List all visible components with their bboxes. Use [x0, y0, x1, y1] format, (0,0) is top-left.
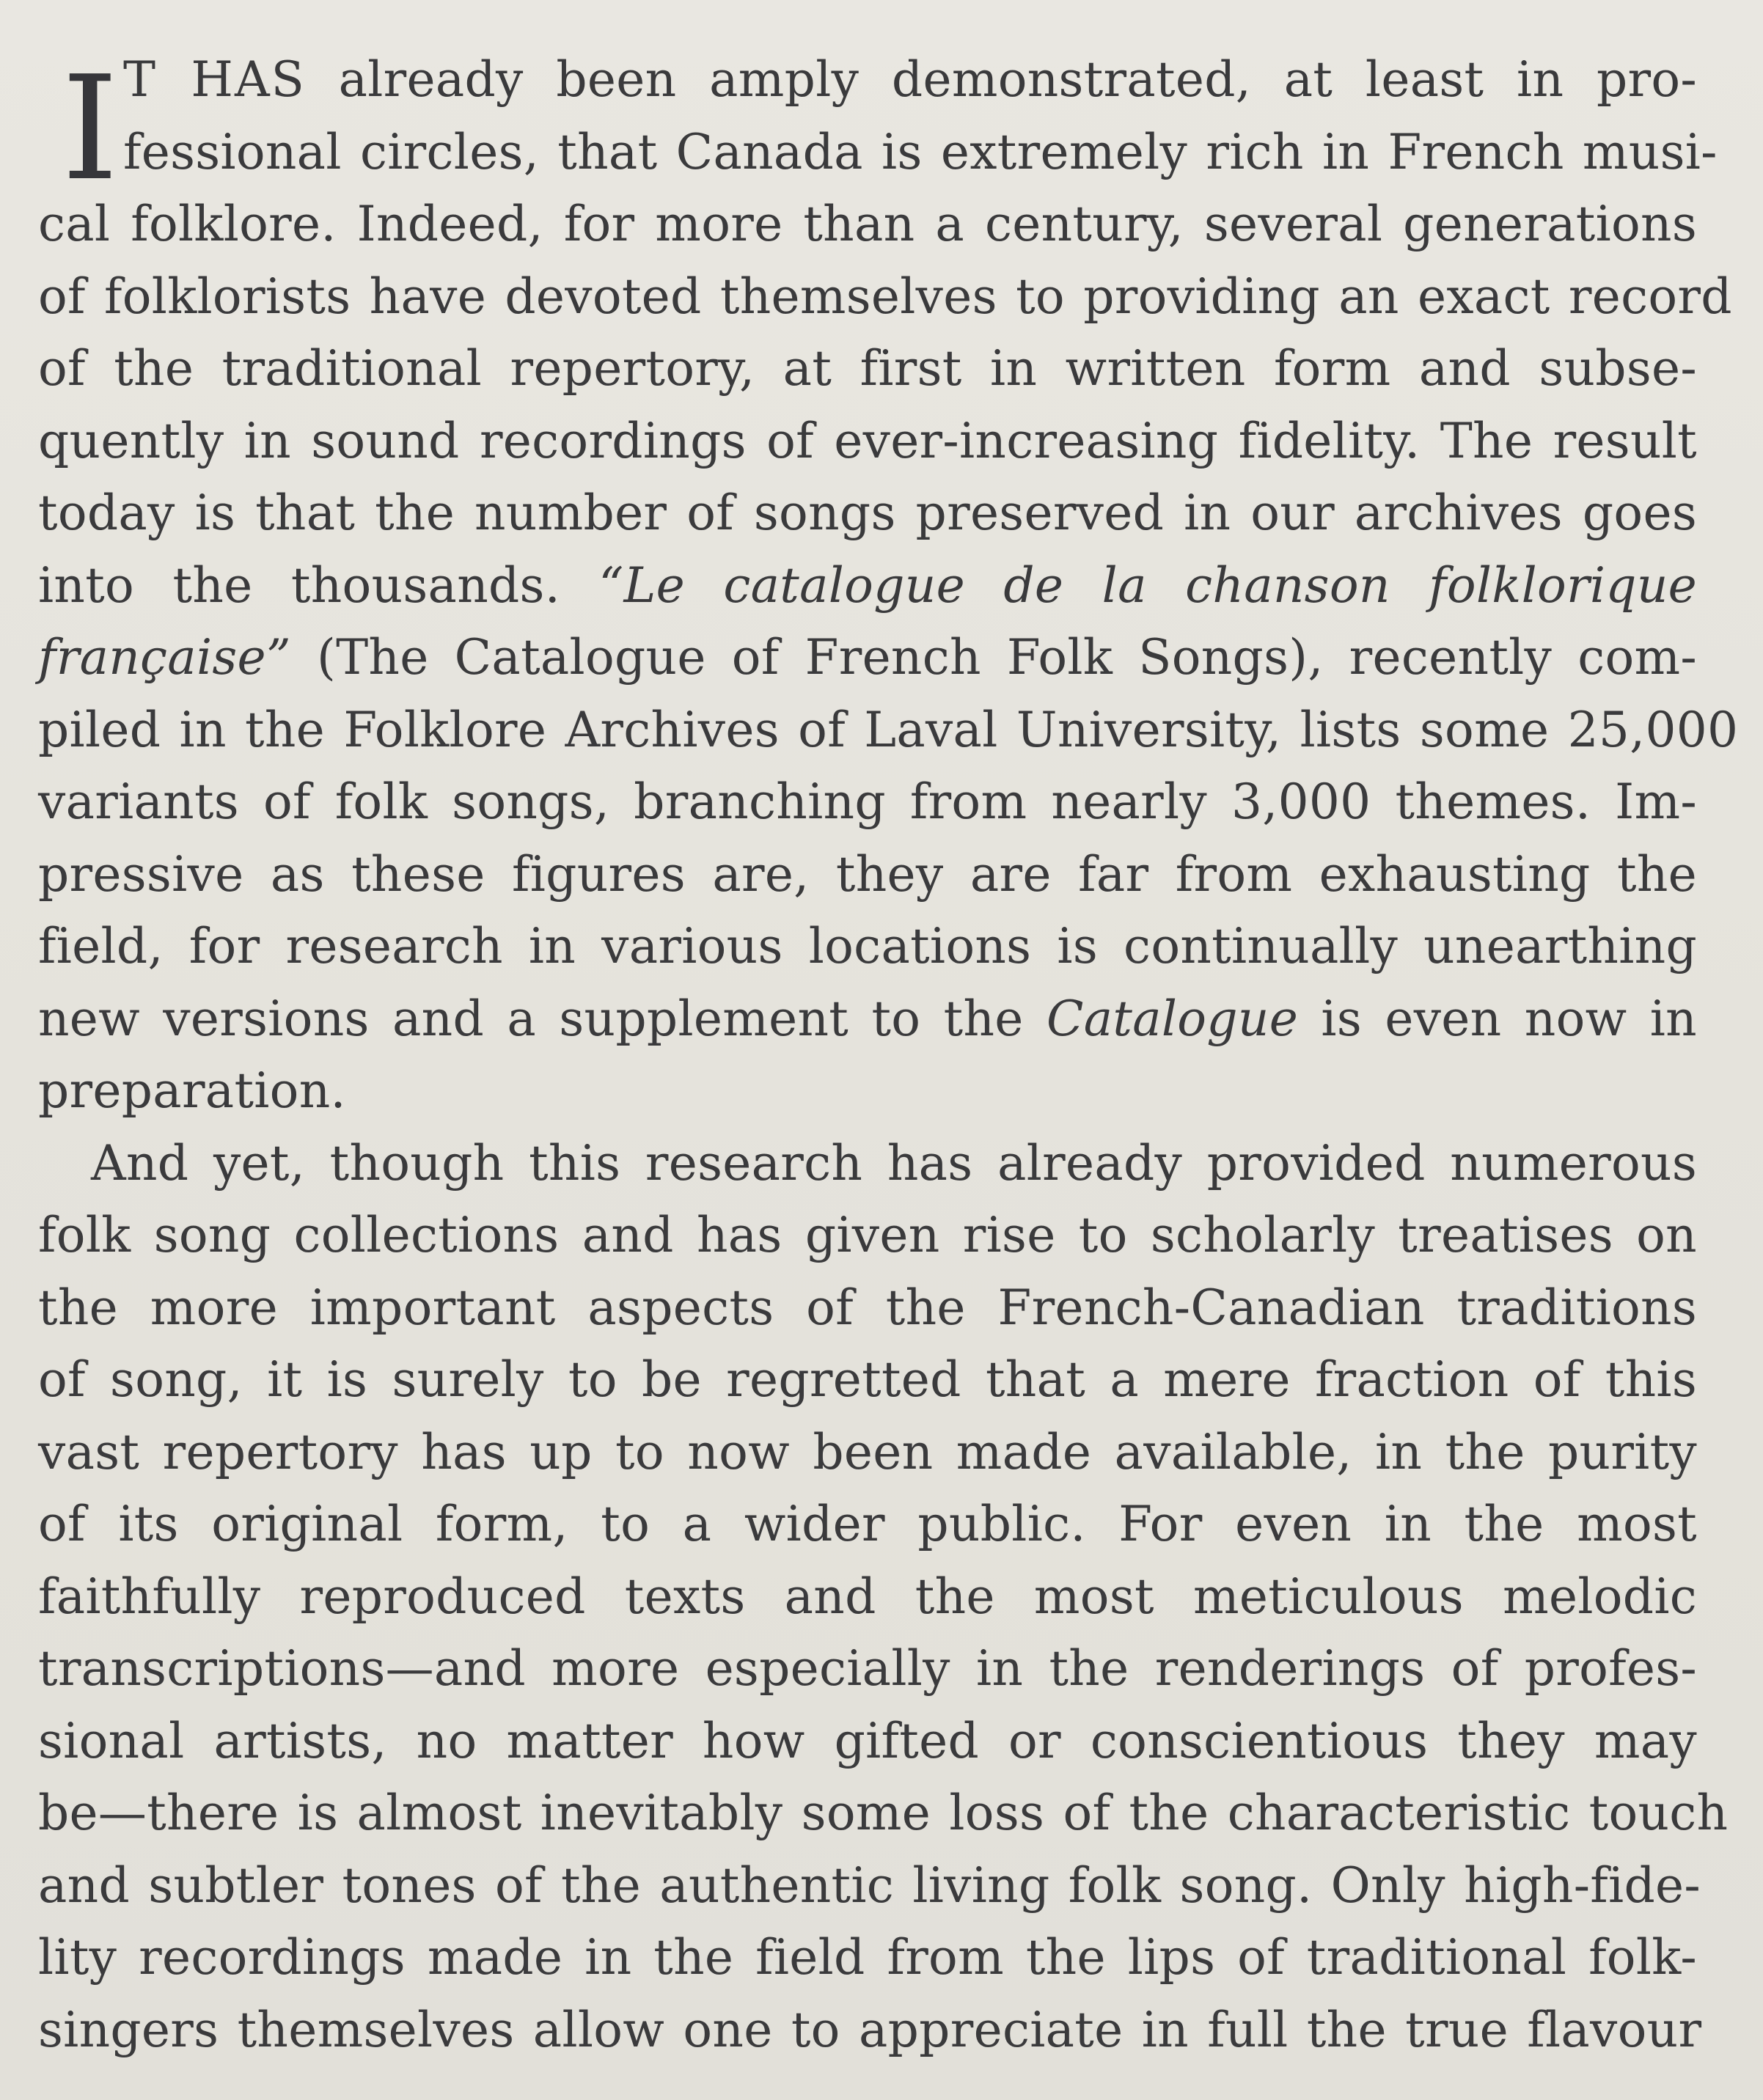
- text-line: [38, 1344, 1697, 1417]
- text-segment: And yet, though this research has already provided numerous: [91, 1134, 1697, 1192]
- text-segment: variants of folk songs, branching from nearly 3,000 themes. Im-: [38, 774, 1697, 830]
- paragraph: [38, 1128, 1729, 2067]
- text-line: [38, 1272, 1697, 1345]
- drop-cap: I: [62, 45, 119, 213]
- text-line: [38, 1488, 1697, 1561]
- italic-text: française”: [38, 629, 291, 686]
- text-segment: of song, it is surely to be regretted that a mere fraction of this: [38, 1351, 1697, 1408]
- text-line: [38, 622, 1697, 694]
- text-line: [38, 1777, 1729, 1850]
- text-line: [38, 333, 1697, 405]
- text-segment: singers themselves allow one to appreciate in full the true flavour: [38, 2001, 1702, 2058]
- text-segment: quently in sound recordings of ever-increasing fidelity. The result: [38, 412, 1697, 469]
- text-segment: sional artists, no matter how gifted or conscientious they may: [38, 1712, 1697, 1769]
- text-segment: already been amply demonstrated, at least in pro-: [305, 51, 1698, 108]
- text-segment: of the traditional repertory, at first in written form and subse-: [38, 340, 1697, 397]
- text-segment: T HAS: [123, 51, 306, 108]
- text-line: [38, 1417, 1697, 1489]
- text-line: [38, 1200, 1697, 1272]
- text-segment: preparation.: [38, 1062, 346, 1119]
- text-segment: faithfully reproduced texts and the most meticulous melodic: [38, 1568, 1697, 1625]
- text-segment: new versions and a supplement to the: [38, 990, 1047, 1047]
- text-line: [38, 911, 1697, 983]
- text-line: [38, 1850, 1701, 1923]
- text-line: [38, 1633, 1697, 1706]
- text-line: [38, 1055, 1697, 1128]
- text-line: [38, 1706, 1697, 1778]
- text-line: [38, 1561, 1697, 1634]
- text-segment: vast repertory has up to now been made available, in the purity: [38, 1423, 1697, 1480]
- text-line: [38, 550, 1697, 623]
- text-segment: (The Catalogue of French Folk Songs), recently com-: [290, 629, 1697, 686]
- text-segment: cal folklore. Indeed, for more than a century, several generations: [38, 196, 1697, 252]
- text-segment: today is that the number of songs preserved in our archives goes: [38, 485, 1697, 541]
- italic-text: Catalogue: [1046, 990, 1299, 1047]
- text-segment: field, for research in various locations is continually unearthing: [38, 918, 1697, 974]
- text-line: [38, 1922, 1697, 1994]
- text-line: [38, 188, 1697, 261]
- text-segment: the more important aspects of the French-Canadian traditions: [38, 1279, 1697, 1336]
- text-segment: is even now in: [1298, 990, 1697, 1047]
- text-line: [38, 1128, 1697, 1200]
- text-segment: lity recordings made in the field from the lips of traditional folk-: [38, 1929, 1697, 1986]
- text-line: [38, 117, 1718, 189]
- text-line: [38, 766, 1697, 839]
- text-segment: piled in the Folklore Archives of Laval University, lists some 25,000: [38, 701, 1739, 758]
- text-line: [38, 44, 1697, 117]
- text-segment: of its original form, to a wider public. For even in the most: [38, 1496, 1697, 1552]
- text-segment: of folklorists have devoted themselves to providing an exact record: [38, 268, 1732, 325]
- text-line: [38, 405, 1697, 478]
- text-segment: fessional circles, that Canada is extremely rich in French musi-: [123, 123, 1718, 180]
- article-body: [38, 44, 1739, 2066]
- text-segment: and subtler tones of the authentic living folk song. Only high-fide-: [38, 1857, 1701, 1914]
- paragraph: [38, 44, 1739, 1128]
- article-page: [38, 44, 1739, 2066]
- text-segment: folk song collections and has given rise to scholarly treatises on: [38, 1207, 1697, 1263]
- italic-text: “Le catalogue de la chanson folklorique: [598, 557, 1698, 614]
- text-line: [38, 983, 1697, 1056]
- text-line: [38, 694, 1739, 767]
- text-segment: into the thousands.: [38, 557, 599, 614]
- text-line: [38, 261, 1732, 334]
- text-line: [38, 839, 1697, 911]
- text-line: [38, 477, 1697, 550]
- text-segment: transcriptions—and more especially in the renderings of profes-: [38, 1640, 1697, 1697]
- text-segment: pressive as these figures are, they are far from exhausting the: [38, 845, 1697, 903]
- text-line: [38, 1994, 1702, 2067]
- text-segment: be—there is almost inevitably some loss of the characteristic touch: [38, 1785, 1729, 1841]
